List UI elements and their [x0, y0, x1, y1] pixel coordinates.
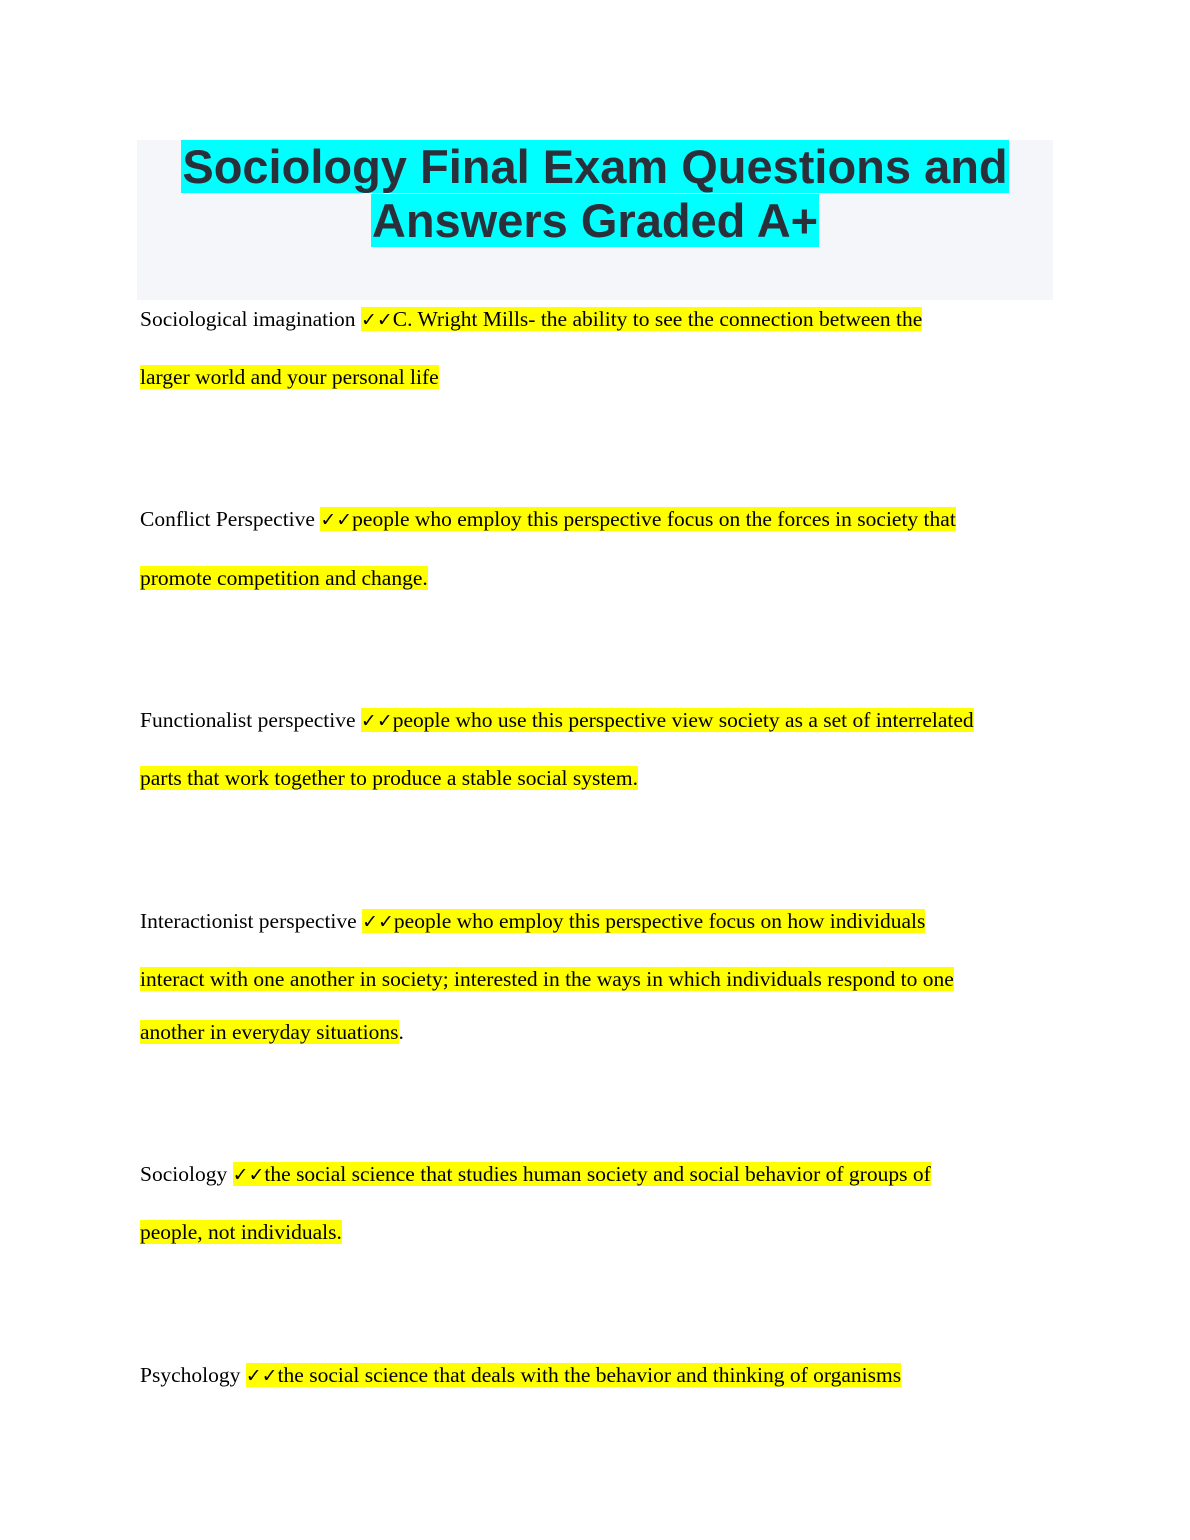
qa-term: Psychology: [140, 1363, 241, 1387]
check-icon: ✓✓: [360, 710, 393, 732]
qa-term: Sociological imagination: [140, 307, 356, 331]
qa-answer: interact with one another in society; interested in the ways in which individuals respond to one: [140, 967, 954, 991]
qa-answer: ✓✓people who employ this perspective focus on the forces in society that: [320, 507, 956, 531]
check-icon: ✓✓: [232, 1164, 265, 1186]
qa-line: [140, 1162, 1055, 1186]
qa-line: [140, 365, 1055, 389]
qa-line: [140, 909, 1055, 933]
title-box: [137, 140, 1053, 300]
qa-entry-sociological-imagination: [140, 307, 1055, 389]
qa-answer: larger world and your personal life: [140, 365, 439, 389]
qa-entry-functionalist-perspective: [140, 708, 1055, 790]
page-title: [137, 140, 1053, 248]
qa-line: [140, 566, 1055, 590]
qa-line: [140, 967, 1055, 991]
qa-line: [140, 1363, 1055, 1387]
qa-term: Functionalist perspective: [140, 708, 356, 732]
check-icon: ✓✓: [245, 1365, 278, 1387]
qa-line: [140, 507, 1055, 531]
check-icon: ✓✓: [362, 911, 394, 933]
check-icon: ✓✓: [320, 509, 353, 531]
qa-term: Interactionist perspective: [140, 909, 357, 933]
qa-entry-conflict-perspective: [140, 507, 1055, 590]
qa-term: Conflict Perspective: [140, 507, 315, 531]
qa-line: [140, 708, 1055, 732]
qa-answer: parts that work together to produce a stable social system.: [140, 766, 638, 790]
qa-answer: ✓✓people who use this perspective view society as a set of interrelated: [360, 708, 974, 732]
qa-answer: ✓✓people who employ this perspective focus on how individuals: [362, 909, 926, 933]
qa-answer: ✓✓C. Wright Mills- the ability to see the connection between the: [360, 307, 923, 331]
qa-entry-psychology: [140, 1363, 1055, 1387]
qa-line: [140, 307, 1055, 331]
qa-term: Sociology: [140, 1162, 228, 1186]
title-line-1: Sociology Final Exam Questions and: [182, 140, 1008, 193]
qa-trailing: .: [398, 1020, 404, 1044]
qa-entry-sociology: [140, 1162, 1055, 1244]
qa-answer: another in everyday situations: [140, 1020, 399, 1044]
title-line-2: Answers Graded A+: [371, 194, 819, 247]
qa-answer: promote competition and change.: [140, 566, 428, 590]
qa-entry-interactionist-perspective: [140, 909, 1055, 1044]
qa-line: [140, 766, 1055, 790]
qa-line: [140, 1220, 1055, 1244]
check-icon: ✓✓: [360, 309, 393, 331]
qa-answer: ✓✓the social science that deals with the behavior and thinking of organisms: [245, 1363, 902, 1387]
qa-line: [140, 1020, 1055, 1044]
qa-answer: ✓✓the social science that studies human society and social behavior of groups of: [232, 1162, 931, 1186]
qa-answer: people, not individuals.: [140, 1220, 342, 1244]
